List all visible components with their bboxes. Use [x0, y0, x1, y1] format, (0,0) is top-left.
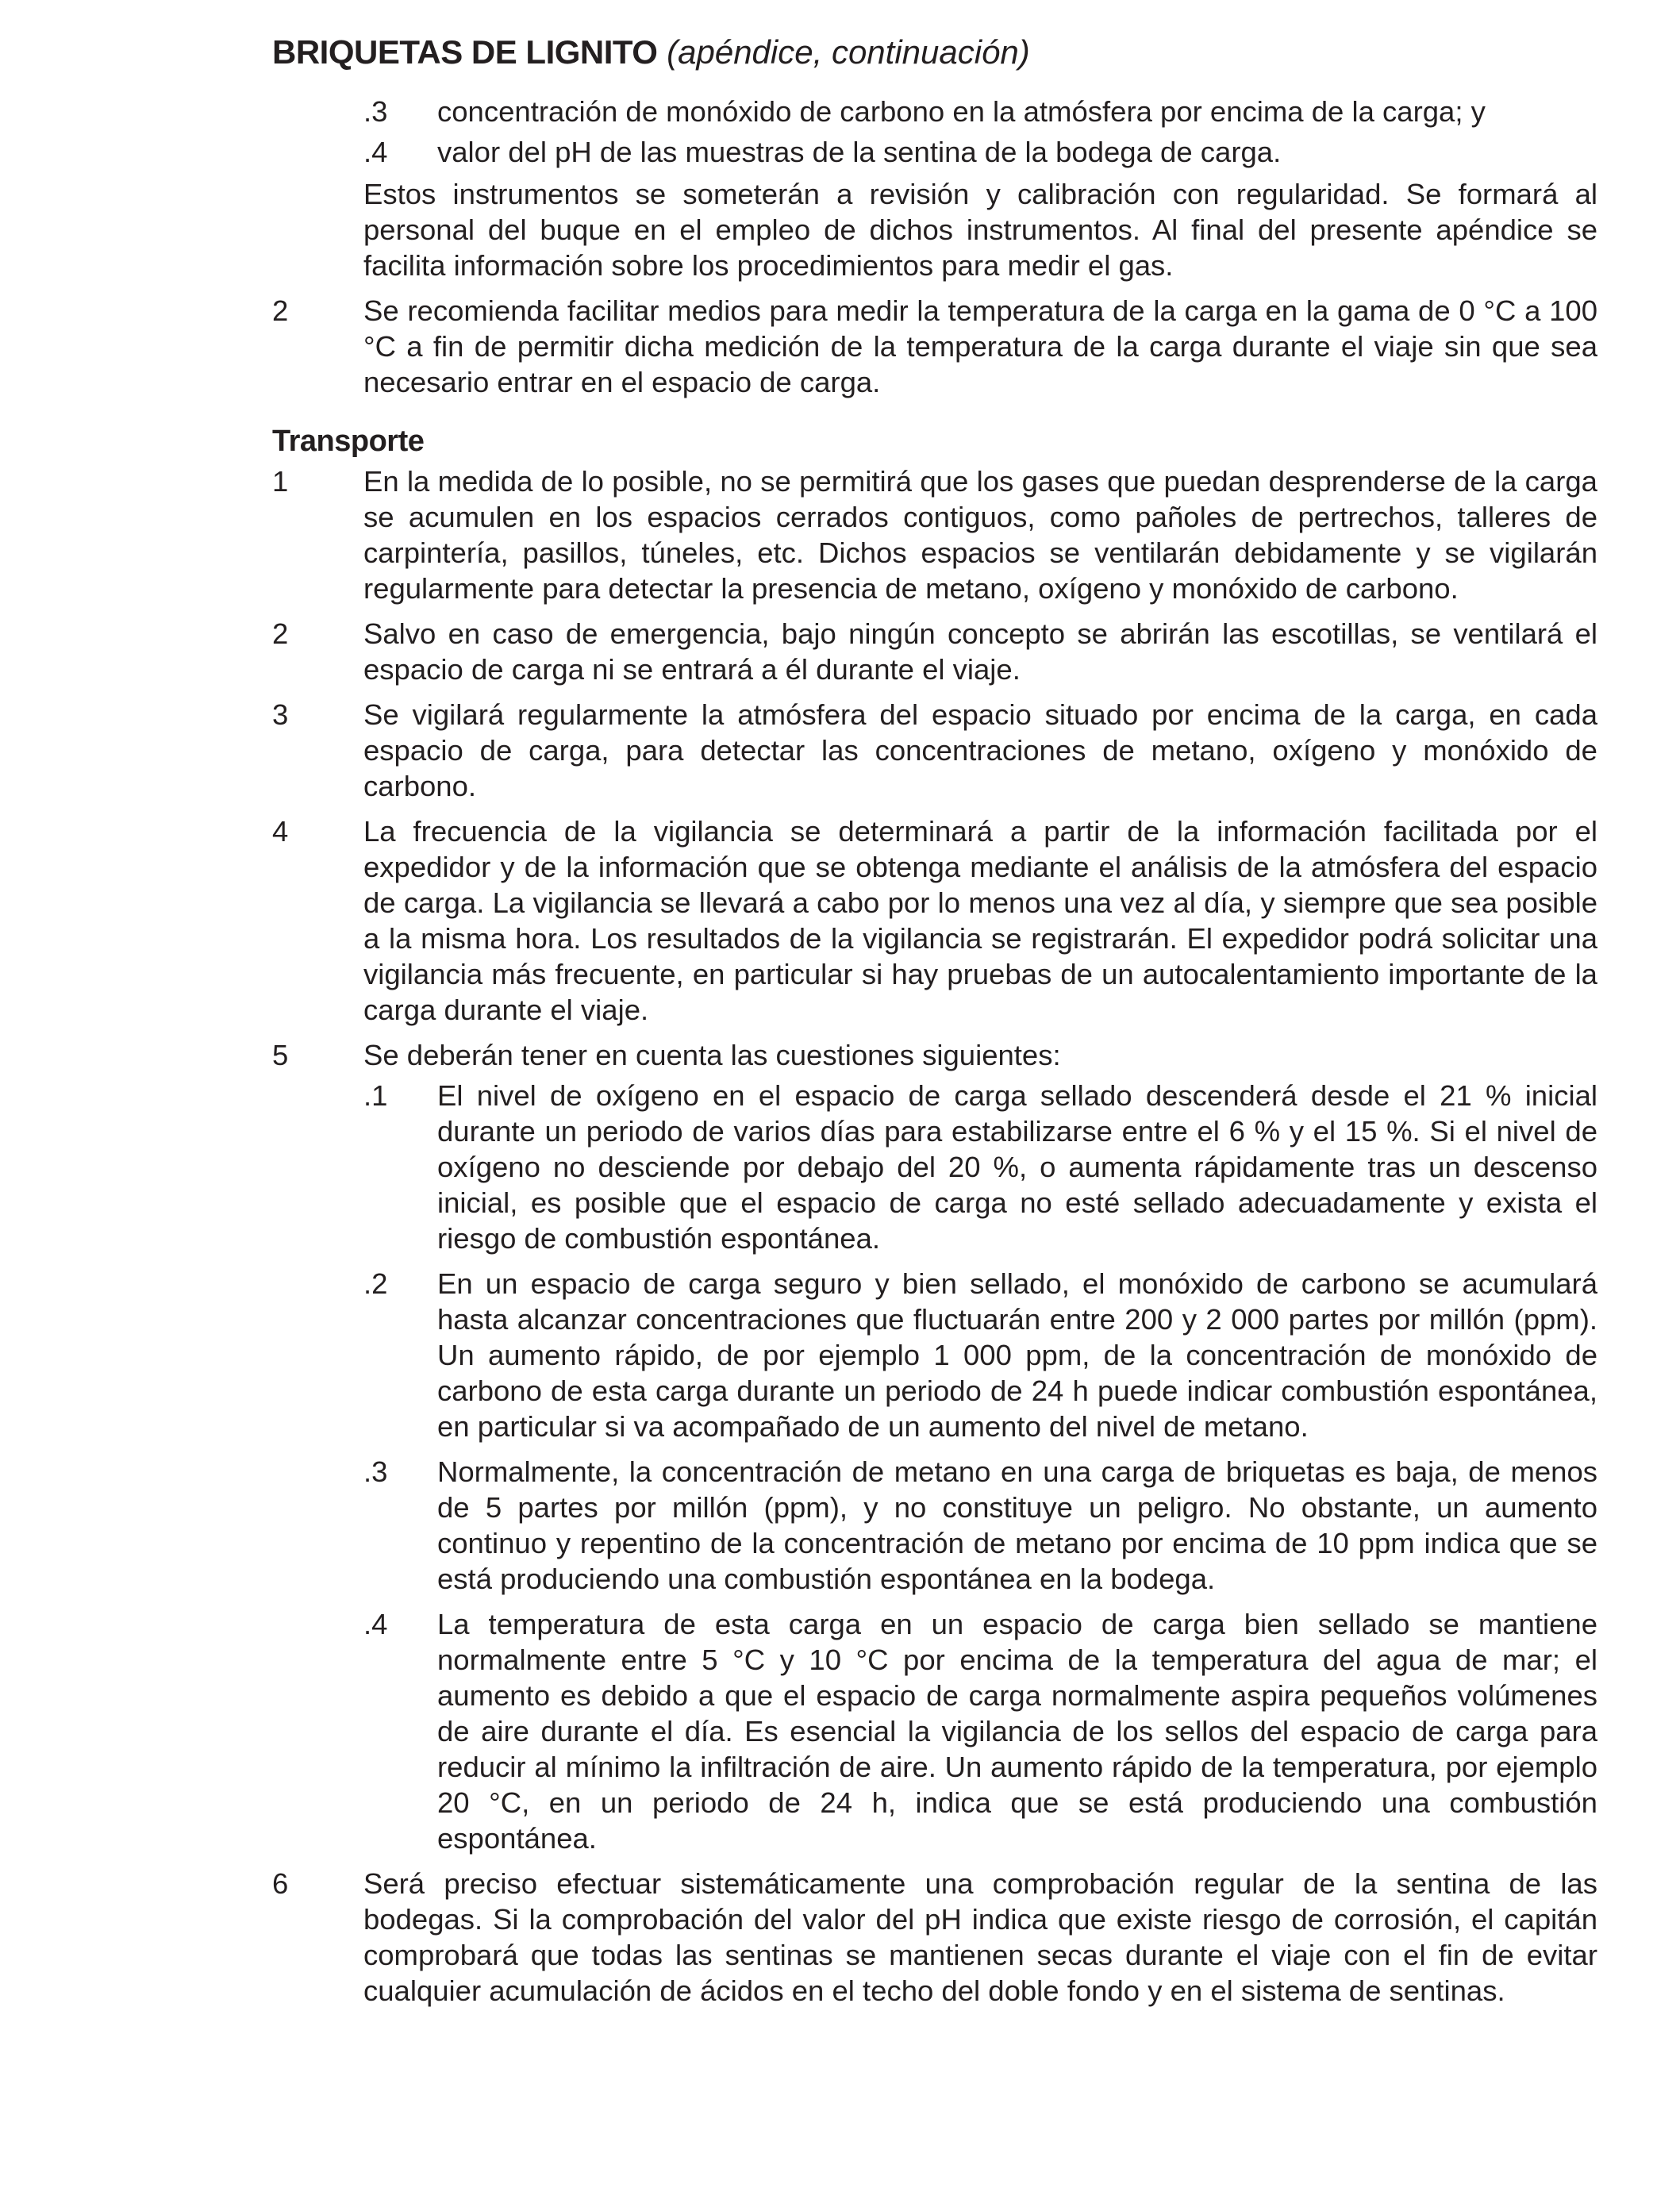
item-text: Será preciso efectuar sistemáticamente una comprobación regular de la sentina de las bodegas. Si la comprobación del valor del pH indica que existe riesgo de corrosión, el capitán comprobará que todas las sentinas se mantienen secas durante el viaje con el fin de evitar cualquier acumulación de ácidos en el techo del doble fondo y en el sistema de sentinas.	[363, 1867, 1597, 2007]
transport-item	[272, 616, 1597, 687]
transport-subitem	[272, 1266, 1597, 1444]
item-text: Se vigilará regularmente la atmósfera del espacio situado por encima de la carga, en cada espacio de carga, para detectar las concentraciones de metano, oxígeno y monóxido de carbono.	[363, 698, 1597, 802]
document-page	[272, 29, 1597, 2009]
item-text: Se deberán tener en cuenta las cuestiones siguientes:	[363, 1039, 1061, 1071]
subitem-text: En un espacio de carga seguro y bien sellado, el monóxido de carbono se acumulará hasta alcanzar concentraciones que fluctuarán entre 200 y 2 000 partes por millón (ppm). Un aumento rápido, de por ejemplo 1 000 ppm, de la concentración de monóxido de carbono de esta carga durante un periodo de 24 h puede indicar combustión espontánea, en particular si va acompañado de un aumento del nivel de metano.	[437, 1267, 1597, 1443]
subitem-number: .3	[363, 1455, 388, 1488]
intro-item-number: .4	[363, 136, 388, 168]
intro-item-text: valor del pH de las muestras de la sentina de la bodega de carga.	[437, 136, 1282, 168]
intro-item-number: .3	[363, 95, 388, 128]
item-text: En la medida de lo posible, no se permitirá que los gases que puedan desprenderse de la carga se acumulen en los espacios cerrados contiguos, como pañoles de pertrechos, talleres de carpintería, pasillos, túneles, etc. Dichos espacios se ventilarán debidamente y se vigilarán regularmente para detectar la presencia de metano, oxígeno y monóxido de carbono.	[363, 465, 1597, 605]
header-subtitle: (apéndice, continuación)	[667, 33, 1030, 71]
subitem-text: El nivel de oxígeno en el espacio de carga sellado descenderá desde el 21 % inicial durante un periodo de varios días para estabilizarse entre el 6 % y el 15 %. Si el nivel de oxígeno no desciende por debajo del 20 %, o aumenta rápidamente tras un descenso inicial, es posible que el espacio de carga no esté sellado adecuadamente y exista el riesgo de combustión espontánea.	[437, 1079, 1597, 1255]
transport-subitem	[272, 1606, 1597, 1856]
item-text: Salvo en caso de emergencia, bajo ningún concepto se abrirán las escotillas, se ventilará el espacio de carga ni se entrará a él durante el viaje.	[363, 617, 1597, 686]
intro-point-2	[272, 293, 1597, 400]
transport-item	[272, 697, 1597, 804]
item-number: 1	[272, 465, 289, 498]
transport-item	[272, 463, 1597, 606]
transport-subitem	[272, 1078, 1597, 1256]
header-title: BRIQUETAS DE LIGNITO	[272, 33, 658, 71]
intro-paragraph-text: Estos instrumentos se someterán a revisión y calibración con regularidad. Se formará al personal del buque en el empleo de dichos instrumentos. Al final del presente apéndice se facilita información sobre los procedimientos para medir el gas.	[363, 178, 1597, 282]
section-title-transport: Transporte	[272, 425, 425, 458]
subitem-text: La temperatura de esta carga en un espacio de carga bien sellado se mantiene normalmente entre 5 °C y 10 °C por encima de la temperatura del agua de mar; el aumento es debido a que el espacio de carga normalmente aspira pequeños volúmenes de aire durante el día. Es esencial la vigilancia de los sellos del espacio de carga para reducir al mínimo la infiltración de aire. Un aumento rápido de la temperatura, por ejemplo 20 °C, en un periodo de 24 h, indica que se está produciendo una combustión espontánea.	[437, 1608, 1597, 1855]
item-number: 6	[272, 1867, 289, 1900]
transport-item	[272, 1037, 1597, 1073]
item-text: La frecuencia de la vigilancia se determinará a partir de la información facilitada por el expedidor y de la información que se obtenga mediante el análisis de la atmósfera del espacio de carga. La vigilancia se llevará a cabo por lo menos una vez al día, y siempre que sea posible a la misma hora. Los resultados de la vigilancia se registrarán. El expedidor podrá solicitar una vigilancia más frecuente, en particular si hay pruebas de un autocalentamiento importante de la carga durante el viaje.	[363, 815, 1597, 1026]
subitem-number: .1	[363, 1079, 388, 1112]
intro-item	[272, 134, 1597, 170]
subitem-number: .4	[363, 1608, 388, 1640]
item-number: 2	[272, 617, 289, 650]
transport-item	[272, 813, 1597, 1028]
transport-item	[272, 1866, 1597, 2009]
item-number: 3	[272, 698, 289, 731]
point-number: 2	[272, 294, 289, 327]
intro-item-text: concentración de monóxido de carbono en la atmósfera por encima de la carga; y	[437, 95, 1486, 128]
transport-subitem	[272, 1454, 1597, 1597]
point-text: Se recomienda facilitar medios para medir la temperatura de la carga en la gama de 0 °C a 100 °C a fin de permitir dicha medición de la temperatura de la carga durante el viaje sin que sea necesario entrar en el espacio de carga.	[363, 294, 1597, 398]
subitem-text: Normalmente, la concentración de metano en una carga de briquetas es baja, de menos de 5 partes por millón (ppm), y no constituye un peligro. No obstante, un aumento continuo y repentino de la concentración de metano por encima de 10 ppm indica que se está produciendo una combustión espontánea en la bodega.	[437, 1455, 1597, 1595]
intro-item	[272, 94, 1597, 129]
item-number: 4	[272, 815, 289, 848]
intro-paragraph	[272, 176, 1597, 283]
item-number: 5	[272, 1039, 289, 1071]
subitem-number: .2	[363, 1267, 388, 1300]
page-header	[272, 29, 1597, 76]
